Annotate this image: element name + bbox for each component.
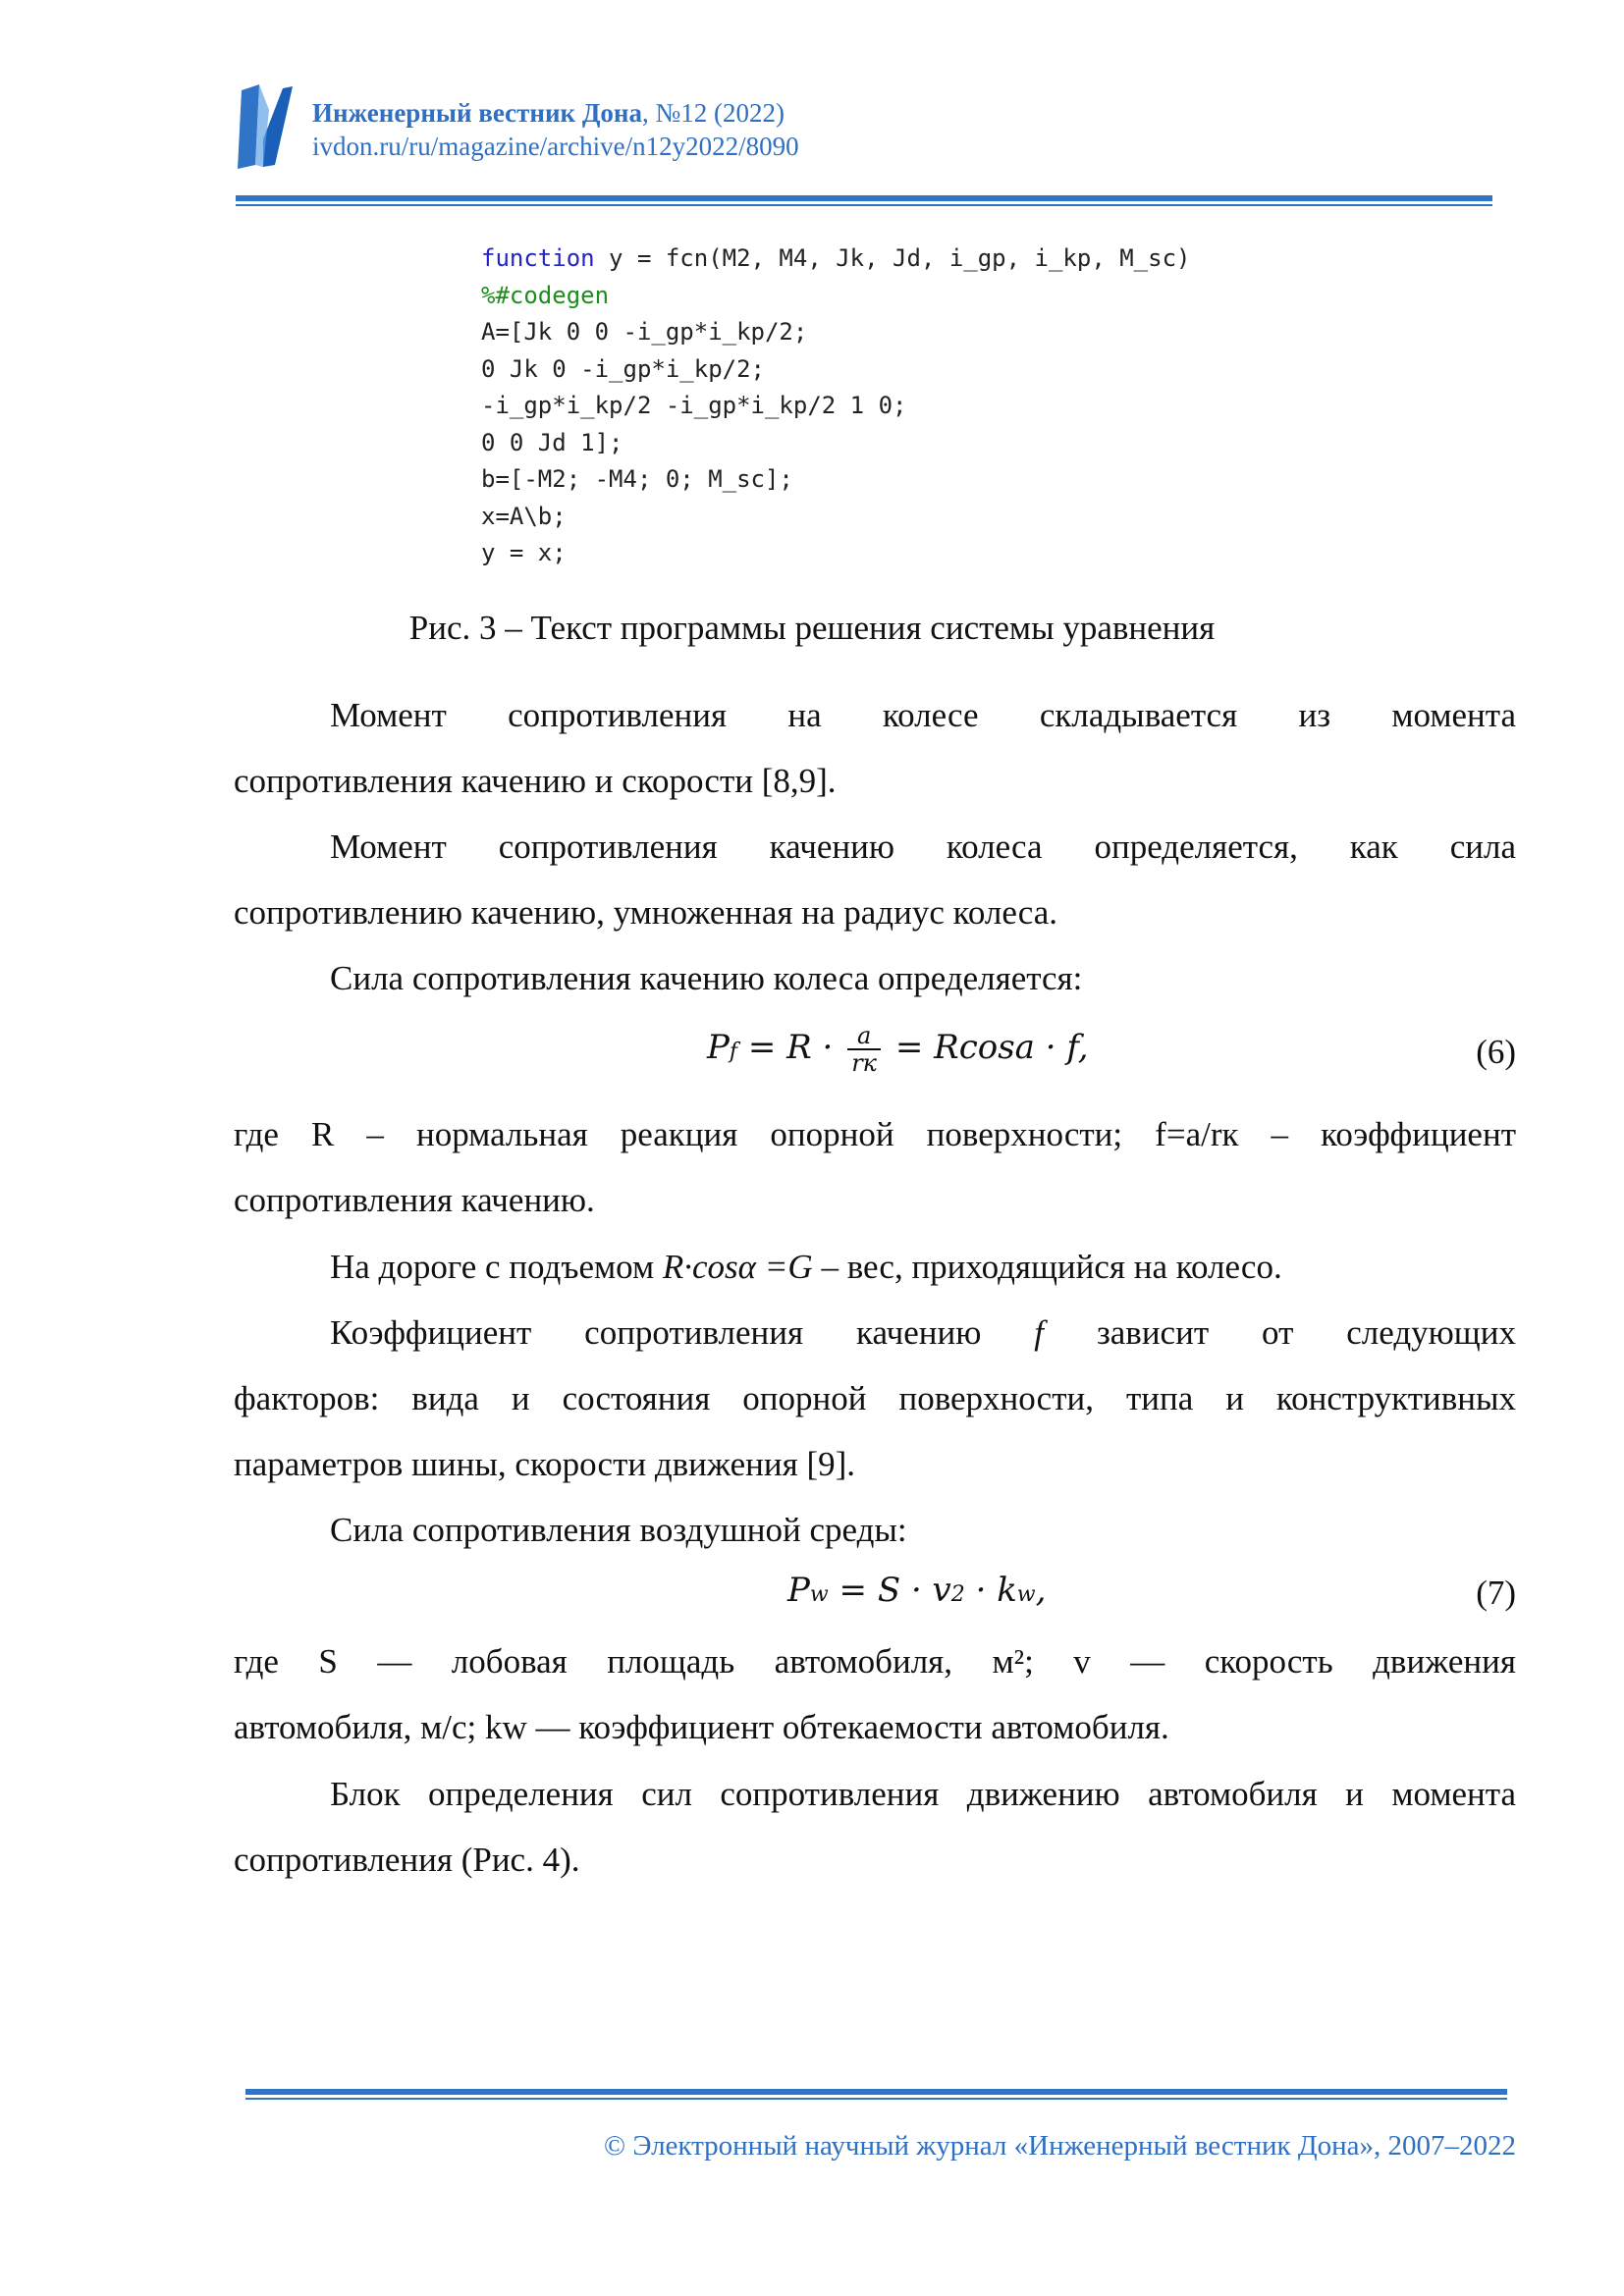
equation-number-6: (6) xyxy=(1476,1033,1516,1071)
inline-formula: R·cosα =G xyxy=(662,1248,813,1286)
paragraph-1: Момент сопротивления на колесе складывается из момента сопротивления качению и скорости [8,9]. xyxy=(234,696,1516,800)
header-info xyxy=(312,96,799,163)
paragraph-5: На дороге с подъемом R·cosα =G – вес, приходящийся на колесо. xyxy=(330,1248,1282,1286)
paragraph-7: Сила сопротивления воздушной среды: xyxy=(330,1511,907,1549)
paragraph-8: где S — лобовая площадь автомобиля, м²; v — скорость движения автомобиля, м/с; kw — коэффициент обтекаемости автомобиля. xyxy=(234,1642,1516,1746)
figure-caption: Рис. 3 – Текст программы решения системы уравнения xyxy=(408,609,1216,647)
fraction: $\frac{a}{rк}$ xyxy=(847,1023,881,1076)
footer-copyright: © Электронный научный журнал «Инженерный вестник Дона», 2007–2022 xyxy=(604,2130,1516,2162)
equation-6: Pf = R · $\frac{a}{rк}$ = Rcosa · f, xyxy=(707,1022,1089,1077)
code-figure: function y = fcn(M2, M4, Jk, Jd, i_gp, i_kp, M_sc) %#codegen A=[Jk 0 0 -i_gp*i_kp/2; 0 Jk 0 -i_gp*i_kp/2; -i_gp*i_kp/2 -i_gp*i_kp/2 1 0; 0 0 Jd 1]; b=[-M2; -M4; 0; M_sc]; x=A\b; y = x; xyxy=(481,244,1191,566)
equation-number-7: (7) xyxy=(1476,1574,1516,1612)
paragraph-6: Коэффициент сопротивления качению f зависит от следующих факторов: вида и состояния опорной поверхности, типа и конструктивных параметров шины, скорости движения [9]. xyxy=(234,1313,1516,1483)
journal-title: Инженерный вестник Дона, №12 (2022) xyxy=(312,98,785,128)
footer-divider xyxy=(245,2089,1507,2100)
paragraph-9: Блок определения сил сопротивления движению автомобиля и момента сопротивления (Рис. 4). xyxy=(234,1775,1516,1879)
equation-7: Pw = S · v2 · kw, xyxy=(787,1571,1047,1610)
header-divider xyxy=(236,195,1492,206)
paragraph-2: Момент сопротивления качению колеса определяется, как сила сопротивлению качению, умноженная на радиус колеса. xyxy=(234,828,1516,932)
paragraph-3: Сила сопротивления качению колеса определяется: xyxy=(330,959,1083,997)
article-url[interactable]: ivdon.ru/ru/magazine/archive/n12y2022/8090 xyxy=(312,132,799,161)
paragraph-4: где R – нормальная реакция опорной поверхности; f=a/rк – коэффициент сопротивления качению. xyxy=(234,1115,1516,1219)
journal-logo xyxy=(234,80,295,171)
